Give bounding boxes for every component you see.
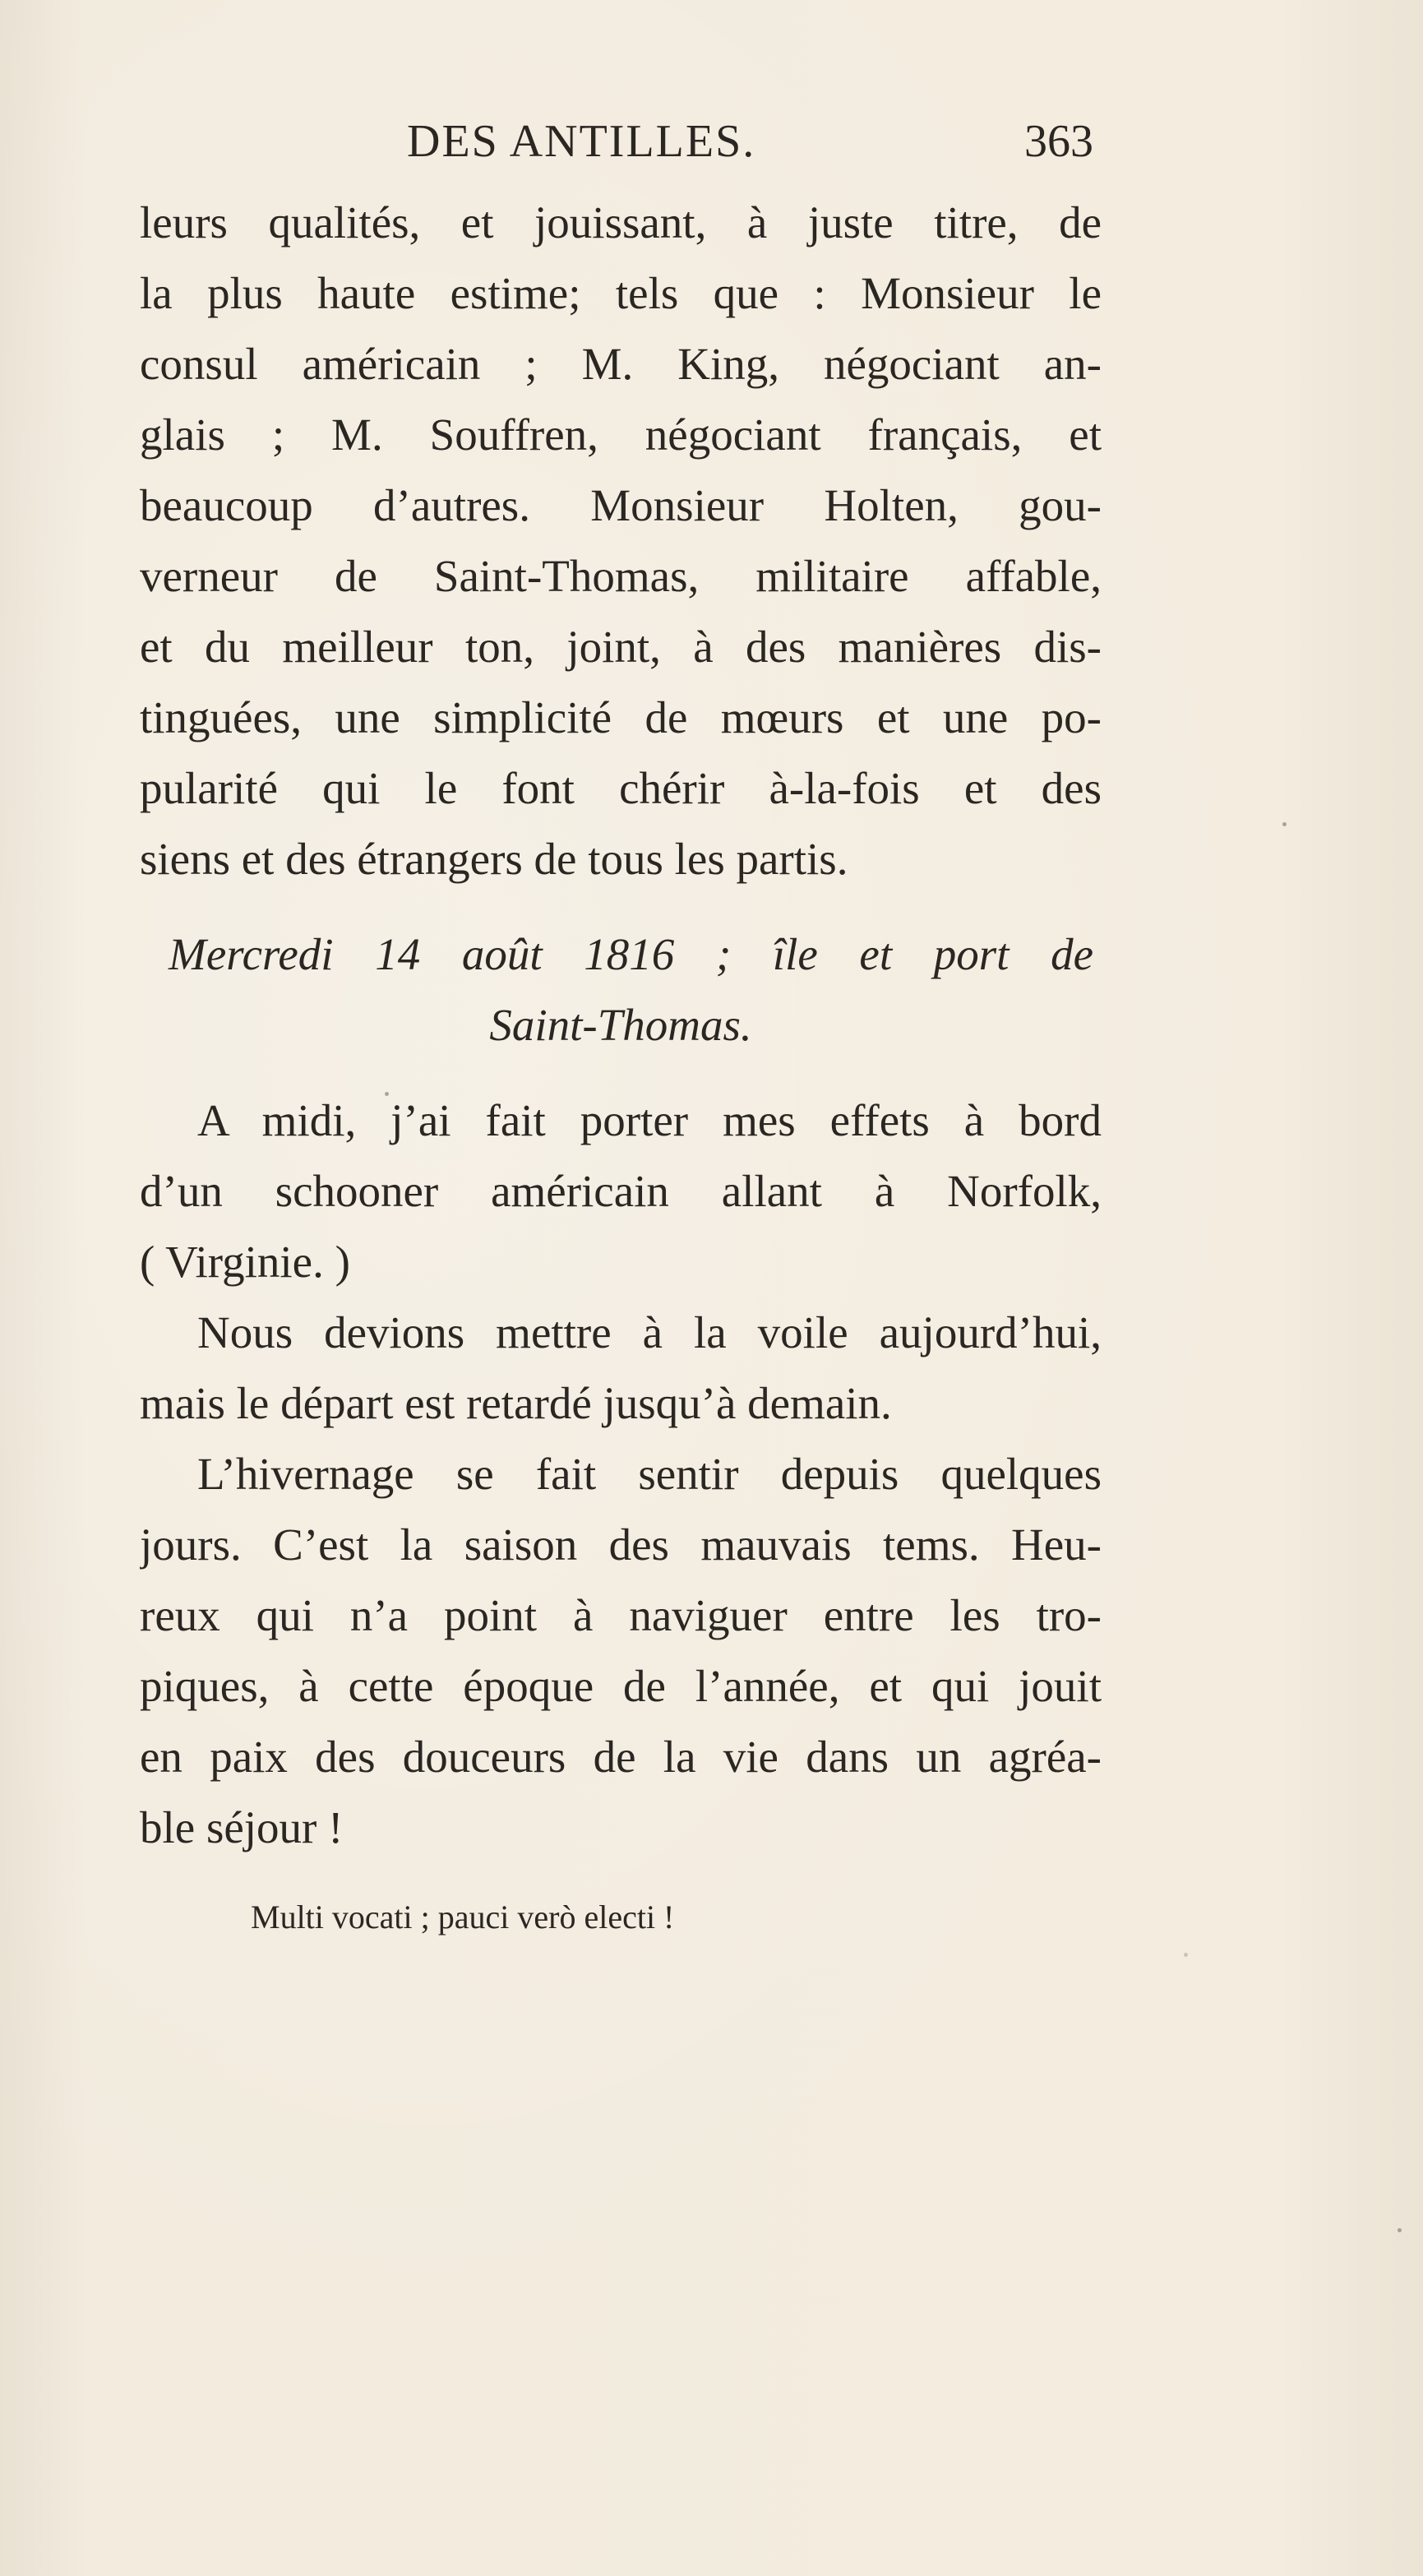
page-header <box>140 115 1102 181</box>
spacer <box>140 895 1102 919</box>
text-line: la plus haute estime; tels que : Monsieur le <box>140 268 1102 318</box>
text-line: ble séjour ! <box>140 1802 344 1852</box>
text-line: jours. C’est la saison des mauvais tems. Heu- <box>140 1519 1102 1570</box>
text-line: beaucoup d’autres. Monsieur Holten, gou- <box>140 480 1102 530</box>
heading-line: Saint-Thomas. <box>489 1000 752 1050</box>
text-line: et du meilleur ton, joint, à des manières dis- <box>140 622 1102 672</box>
text-line: glais ; M. Souffren, négociant français, et <box>140 409 1102 460</box>
text-line: tinguées, une simplicité de mœurs et une po- <box>140 692 1102 742</box>
text-line: A midi, j’ai fait porter mes effets à bord <box>197 1095 1102 1145</box>
text-line: siens et des étrangers de tous les partis. <box>140 834 848 884</box>
heading-line: Mercredi 14 août 1816 ; île et port de <box>169 929 1093 979</box>
speck <box>1184 1953 1188 1957</box>
text-line: ( Virginie. ) <box>140 1237 350 1287</box>
text-line: L’hivernage se fait sentir depuis quelques <box>197 1449 1102 1499</box>
paragraph-4 <box>140 1439 1102 1863</box>
text-line: en paix des douceurs de la vie dans un agréa- <box>140 1732 1102 1782</box>
text-line: reux qui n’a point à naviguer entre les tro- <box>140 1590 1102 1640</box>
text-line: Nous devions mettre à la voile aujourd’hui, <box>197 1307 1102 1357</box>
paragraph-3 <box>140 1297 1102 1439</box>
text-line: consul américain ; M. King, négociant an- <box>140 339 1102 389</box>
section-heading <box>140 919 1102 1061</box>
spacer <box>140 1061 1102 1085</box>
paragraph-1 <box>140 187 1102 895</box>
text-line: mais le départ est retardé jusqu’à demain. <box>140 1378 892 1428</box>
text-line: verneur de Saint-Thomas, militaire affable, <box>140 551 1102 601</box>
epigraph: Multi vocati ; pauci verò electi ! <box>251 1898 675 1935</box>
speck <box>1398 2228 1402 2232</box>
text-line: pularité qui le font chérir à-la-fois et des <box>140 763 1102 813</box>
running-head: DES ANTILLES. <box>407 116 756 167</box>
body-text <box>140 187 1102 1863</box>
text-line: d’un schooner américain allant à Norfolk, <box>140 1166 1102 1216</box>
text-line: leurs qualités, et jouissant, à juste titre, de <box>140 197 1102 247</box>
page-number: 363 <box>1024 116 1093 167</box>
paragraph-2 <box>140 1085 1102 1297</box>
speck <box>1282 822 1287 826</box>
text-line: piques, à cette époque de l’année, et qui jouit <box>140 1661 1102 1711</box>
